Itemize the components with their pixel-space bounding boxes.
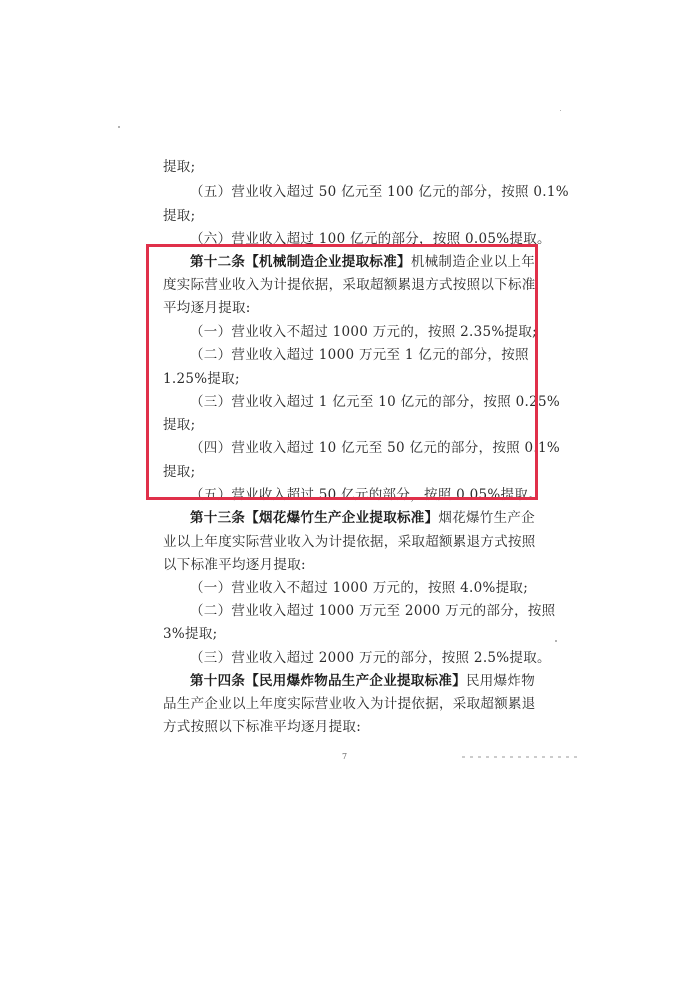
article-12-text: 机械制造企业以上年 [410, 254, 536, 270]
scan-speck [555, 640, 557, 642]
text-line: （一）营业收入不超过 1000 万元的，按照 2.35%提取; [190, 324, 537, 340]
text-line: 提取; [163, 464, 196, 480]
text-line: （五）营业收入超过 50 亿元至 100 亿元的部分，按照 0.1% [190, 184, 569, 200]
text-line: （三）营业收入超过 1 亿元至 10 亿元的部分，按照 0.25% [190, 394, 561, 410]
text-line: （五）营业收入超过 50 亿元的部分，按照 0.05%提取。 [190, 487, 542, 503]
article-14-text: 民用爆炸物 [466, 673, 535, 689]
text-line: 平均逐月提取: [163, 300, 251, 316]
page-number: 7 [342, 752, 348, 761]
article-13-text: 烟花爆竹生产企 [438, 510, 536, 526]
text-line: 度实际营业收入为计提依据，采取超额累退方式按照以下标准 [163, 277, 536, 293]
text-line: 提取; [163, 417, 196, 433]
text-line: （二）营业收入超过 1000 万元至 2000 万元的部分，按照 [190, 603, 556, 619]
text-line: 以下标准平均逐月提取: [163, 557, 306, 573]
text-line: 业以上年度实际营业收入为计提依据，采取超额累退方式按照 [163, 534, 536, 550]
scan-artifact [462, 756, 580, 758]
highlight-box [146, 244, 538, 500]
text-line: 方式按照以下标准平均逐月提取: [163, 719, 362, 735]
text-line: 1.25%提取; [163, 371, 240, 387]
article-13-heading [190, 508, 535, 528]
text-line: （一）营业收入不超过 1000 万元的，按照 4.0%提取; [190, 580, 529, 596]
text-line: 品生产企业以上年度实际营业收入为计提依据，采取超额累退 [163, 696, 536, 712]
text-line: （二）营业收入超过 1000 万元至 1 亿元的部分，按照 [190, 347, 529, 363]
text-line: 提取; [163, 208, 196, 224]
text-line: （六）营业收入超过 100 亿元的部分，按照 0.05%提取。 [190, 231, 551, 247]
scan-speck [560, 110, 561, 111]
text-line: 3%提取; [163, 626, 218, 642]
article-14-heading [190, 671, 535, 691]
article-14-title: 第十四条【民用爆炸物品生产企业提取标准】 [190, 673, 466, 689]
text-line: （三）营业收入超过 2000 万元的部分，按照 2.5%提取。 [190, 650, 551, 666]
text-line: 提取; [163, 159, 196, 175]
article-13-title: 第十三条【烟花爆竹生产企业提取标准】 [190, 510, 439, 526]
text-line: （四）营业收入超过 10 亿元至 50 亿元的部分，按照 0.1% [190, 440, 561, 456]
scan-speck [118, 126, 120, 128]
article-12-title: 第十二条【机械制造企业提取标准】 [190, 254, 411, 270]
